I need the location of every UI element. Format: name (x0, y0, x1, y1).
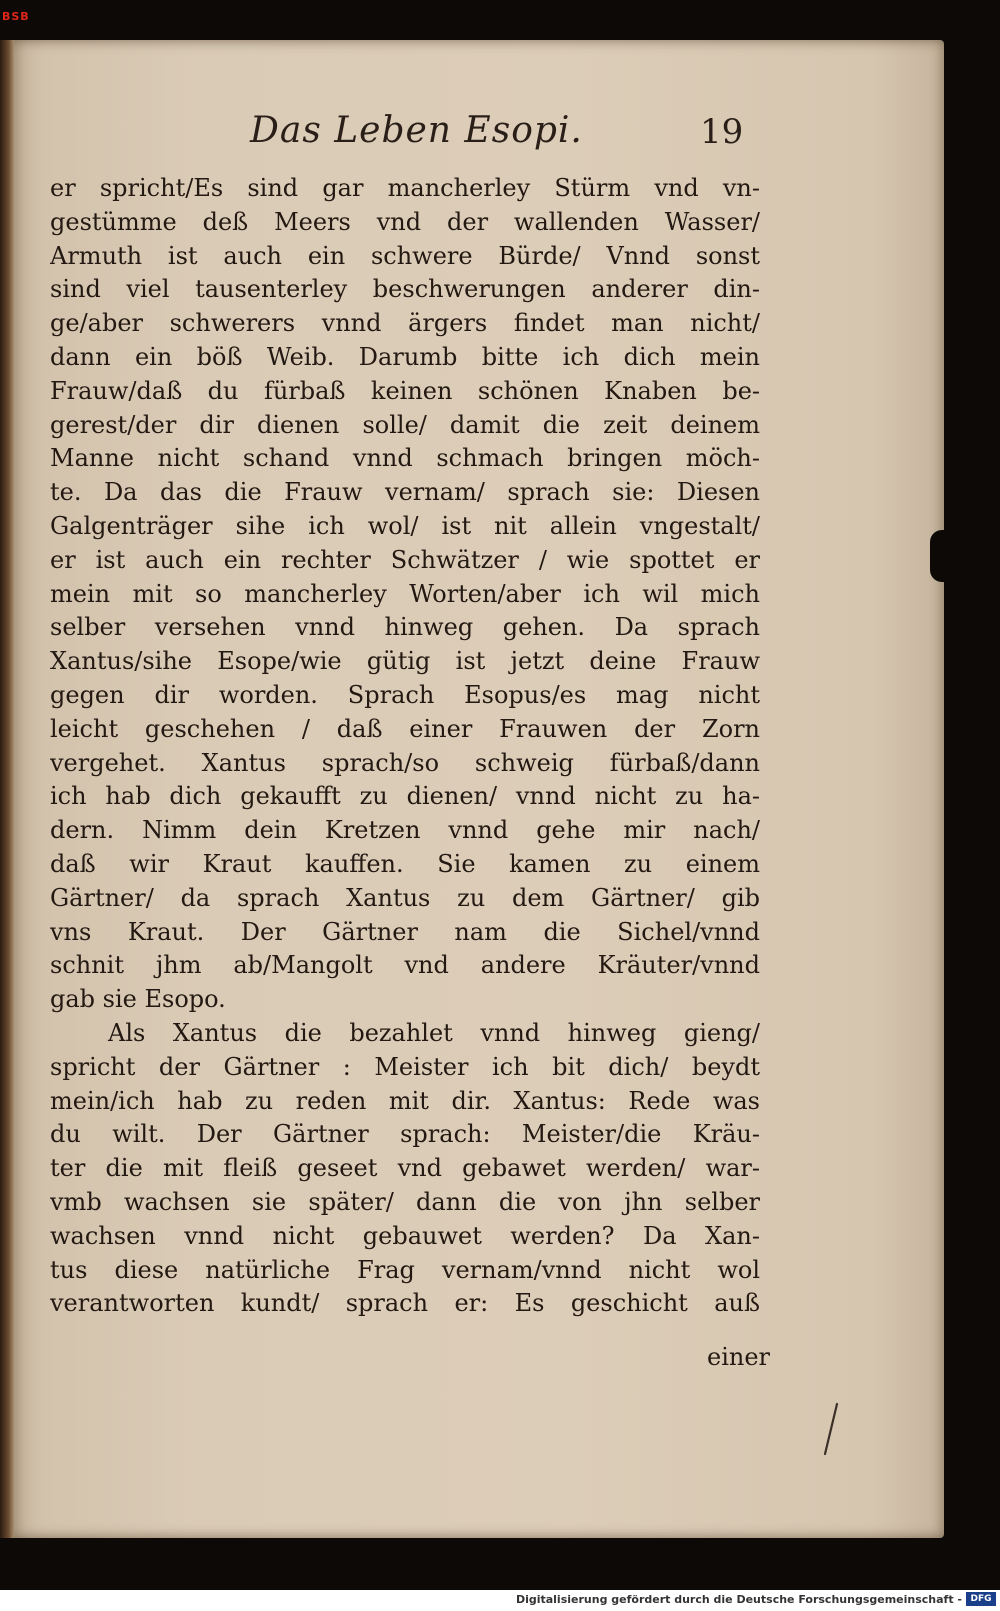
text-line: ich hab dich gekaufft zu dienen/ vnnd nicht zu ha- (50, 782, 760, 811)
text-line: sind viel tausenterley beschwerungen anderer din- (50, 275, 760, 304)
text-line: er spricht/Es sind gar mancherley Stürm vnd vn- (50, 174, 760, 202)
text-line: Als Xantus die bezahlet vnnd hinweg gieng/ (108, 1018, 760, 1047)
text-line: dann ein böß Weib. Darumb bitte ich dich mein (50, 342, 760, 371)
running-head: Das Leben Esopi. (250, 110, 583, 151)
text-line: gab sie Esopo. (50, 985, 226, 1014)
text-line: vergehet. Xantus sprach/so schweig fürbaß/dann (50, 748, 760, 777)
text-line: gegen dir worden. Sprach Esopus/es mag nicht (50, 680, 760, 709)
text-line: Galgenträger sihe ich wol/ ist nit allein vngestalt/ (50, 511, 760, 540)
library-mark: BSB (2, 10, 30, 23)
text-line: ge/aber schwerers vnnd ärgers findet man nicht/ (50, 309, 760, 338)
pencil-mark (815, 1400, 845, 1460)
text-line: Manne nicht schand vnnd schmach bringen möch- (50, 444, 760, 473)
text-line: vns Kraut. Der Gärtner nam die Sichel/vnnd (50, 917, 760, 946)
text-line: ter die mit fleiß geseet vnd gebawet werden/ war- (50, 1154, 760, 1183)
catchword: einer (706, 1343, 770, 1371)
dfg-logo: DFG (966, 1592, 996, 1606)
text-line: Gärtner/ da sprach Xantus zu dem Gärtner/ gib (50, 883, 760, 912)
text-line: mein mit so mancherley Worten/aber ich wil mich (50, 579, 760, 608)
text-line: dern. Nimm dein Kretzen vnnd gehe mir nach/ (50, 816, 760, 845)
page-edge-notch (930, 530, 954, 582)
page-number: 19 (700, 112, 744, 152)
text-line: tus diese natürliche Frag vernam/vnnd nicht wol (50, 1255, 760, 1284)
text-line: gerest/der dir dienen solle/ damit die zeit deinem (50, 410, 760, 439)
text-line: leicht geschehen / daß einer Frauwen der Zorn (50, 714, 760, 743)
text-line: spricht der Gärtner : Meister ich bit dich/ beydt (50, 1052, 760, 1081)
text-line: te. Da das die Frauw vernam/ sprach sie: Diesen (50, 478, 760, 507)
book-spine-edge (0, 40, 14, 1538)
body-text (50, 172, 760, 1372)
text-line: selber versehen vnnd hinweg gehen. Da sprach (50, 613, 760, 642)
text-line: gestümme deß Meers vnd der wallenden Wasser/ (50, 207, 760, 236)
text-line: Frauw/daß du fürbaß keinen schönen Knaben be- (50, 376, 760, 405)
text-line: schnit jhm ab/Mangolt vnd andere Kräuter/vnnd (50, 951, 760, 980)
text-line: daß wir Kraut kauffen. Sie kamen zu einem (50, 849, 760, 878)
text-line: mein/ich hab zu reden mit dir. Xantus: Rede was (50, 1086, 760, 1115)
text-line: Armuth ist auch ein schwere Bürde/ Vnnd sonst (50, 241, 760, 270)
text-line: wachsen vnnd nicht gebauwet werden? Da Xan- (50, 1221, 760, 1250)
text-line: Xantus/sihe Esope/wie gütig ist jetzt deine Frauw (50, 647, 760, 676)
text-line: verantworten kundt/ sprach er: Es geschicht auß (50, 1289, 760, 1318)
text-line: vmb wachsen sie später/ dann die von jhn selber (50, 1187, 760, 1216)
footer-credit: Digitalisierung gefördert durch die Deutsche Forschungsgemeinschaft - (515, 1593, 962, 1606)
text-line: du wilt. Der Gärtner sprach: Meister/die Kräu- (50, 1120, 760, 1149)
text-line: er ist auch ein rechter Schwätzer / wie spottet er (50, 545, 760, 574)
